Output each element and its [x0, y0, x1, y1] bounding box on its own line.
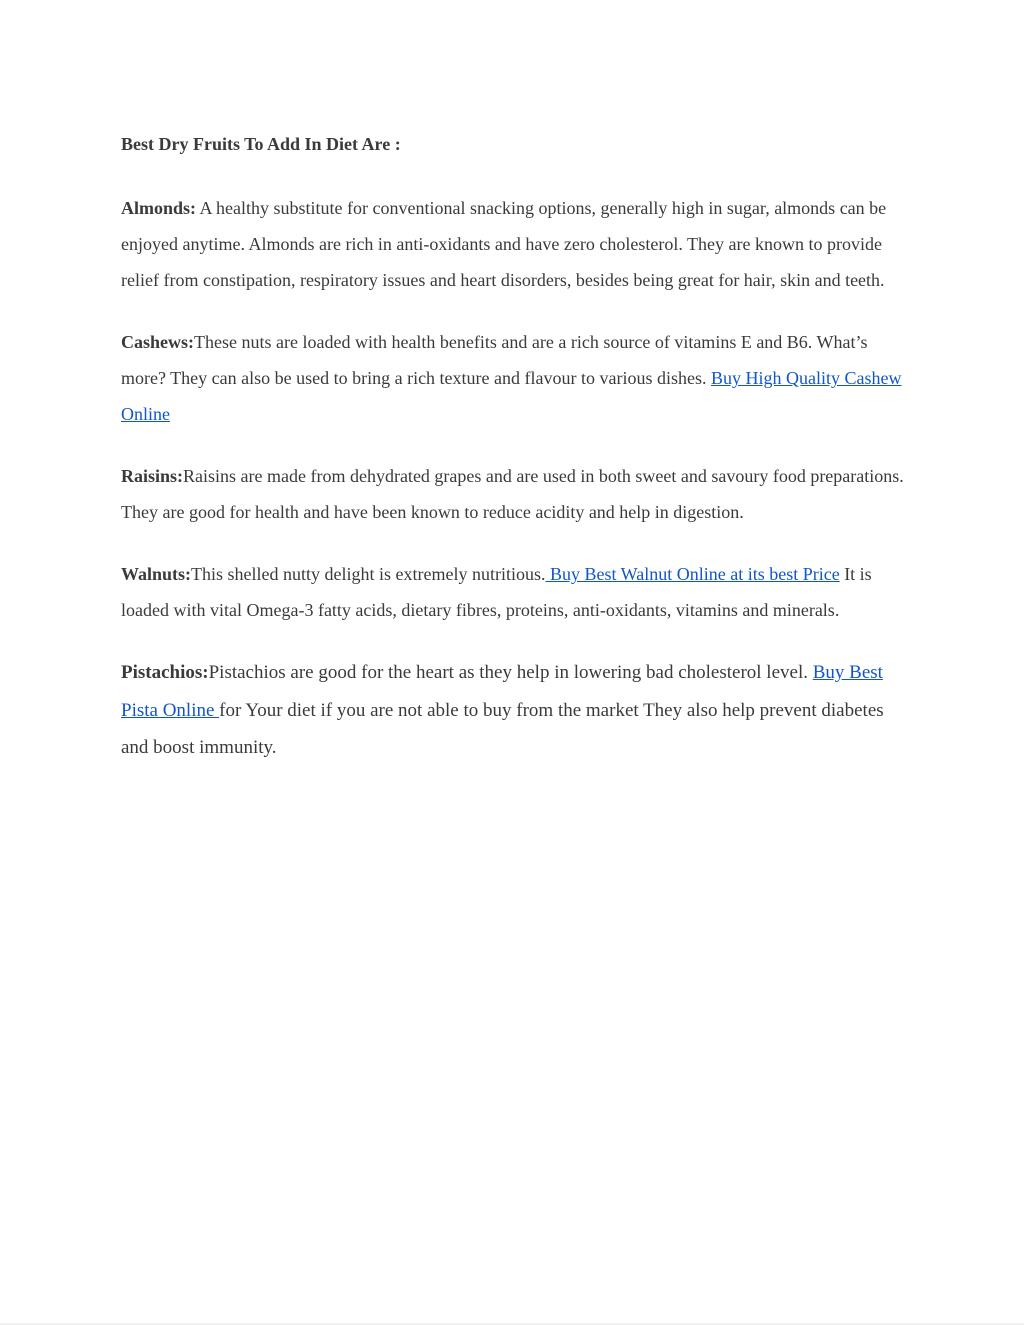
- document-heading: Best Dry Fruits To Add In Diet Are :: [121, 134, 401, 154]
- raisins-text: Raisins are made from dehydrated grapes and are used in both sweet and savoury food preparations. They are good for health and have been known to reduce acidity and help in digestion.: [121, 466, 904, 522]
- cashews-term: Cashews:: [121, 332, 195, 352]
- document-body: [121, 128, 911, 793]
- buy-pista-link[interactable]: Buy Best Pista Online: [121, 662, 883, 721]
- pistachios-term: Pistachios:: [121, 662, 209, 683]
- pistachios-text: Pistachios are good for the heart as they help in lowering bad cholesterol level.: [208, 662, 813, 683]
- walnuts-text-after: It is loaded with vital Omega-3 fatty acids, dietary fibres, proteins, anti-oxidants, vitamins and minerals.: [121, 564, 872, 620]
- buy-cashew-link[interactable]: Buy High Quality Cashew Online: [121, 368, 902, 424]
- walnuts-term: Walnuts:: [121, 564, 192, 584]
- walnuts-text: This shelled nutty delight is extremely nutritious.: [191, 564, 546, 584]
- raisins-paragraph: [121, 458, 911, 530]
- almonds-paragraph: [121, 190, 911, 298]
- cashews-text: These nuts are loaded with health benefits and are a rich source of vitamins E and B6. What’s more? They can also be used to bring a rich texture and flavour to various dishes.: [121, 332, 868, 388]
- almonds-text: A healthy substitute for conventional snacking options, generally high in sugar, almonds can be enjoyed anytime. Almonds are rich in anti-oxidants and have zero cholesterol. They are known to provide relief from constipation, respiratory issues and heart disorders, besides being great for hair, skin and teeth.: [121, 198, 887, 290]
- buy-walnut-link[interactable]: Buy Best Walnut Online at its best Price: [545, 564, 840, 584]
- walnuts-paragraph: [121, 556, 911, 628]
- pistachios-paragraph: [121, 654, 911, 767]
- cashews-paragraph: [121, 324, 911, 432]
- almonds-term: Almonds:: [121, 198, 197, 218]
- raisins-term: Raisins:: [121, 466, 184, 486]
- pistachios-text-after: for Your diet if you are not able to buy from the market They also help prevent diabetes and boost immunity.: [121, 699, 884, 758]
